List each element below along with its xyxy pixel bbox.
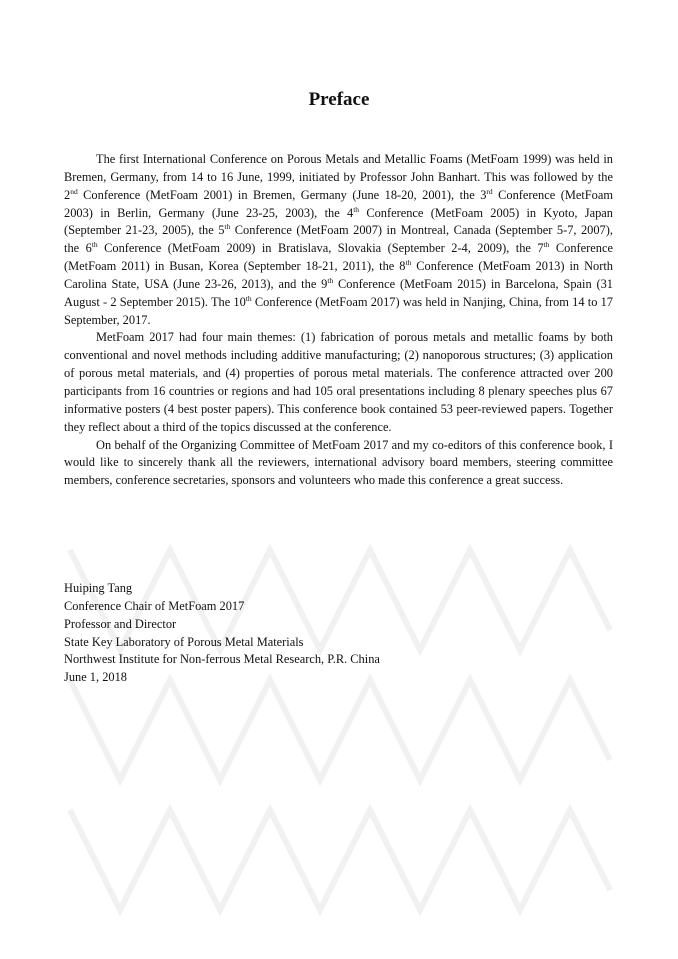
signature-date: June 1, 2018 bbox=[64, 670, 127, 685]
preface-body bbox=[64, 151, 613, 490]
signature-role-professor: Professor and Director bbox=[64, 616, 177, 631]
paragraph-history: The first International Conference on Porous Metals and Metallic Foams (MetFoam 1999) was held in Bremen, Germany, from 14 to 16 June, 1999, initiated by Professor John Banhart. This was followed by the 2nd Conference (MetFoam 2001) in Bremen, Germany (June 18-20, 2001), the 3rd Conference (MetFoam 2003) in Berlin, Germany (June 23-25, 2003), the 4th Conference (MetFoam 2005) in Kyoto, Japan (September 21-23, 2005), the 5th Conference (MetFoam 2007) in Montreal, Canada (September 5-7, 2007), the 6th Conference (MetFoam 2009) in Bratislava, Slovakia (September 2-4, 2009), the 7th Conference (MetFoam 2011) in Busan, Korea (September 18-21, 2011), the 8th Conference (MetFoam 2013) in North Carolina State, USA (June 23-26, 2013), and the 9th Conference (MetFoam 2015) in Barcelona, Spain (31 August - 2 September 2015). The 10th Conference (MetFoam 2017) was held in Nanjing, China, from 14 to 17 September, 2017. bbox=[64, 152, 613, 327]
signature-name: Huiping Tang bbox=[64, 581, 133, 595]
paragraph-acknowledgements: On behalf of the Organizing Committee of MetFoam 2017 and my co-editors of this conference book, I would like to sincerely thank all the reviewers, international advisory board members, steering committee members, conference secretaries, sponsors and volunteers who made this conference a great success. bbox=[64, 437, 613, 488]
signature-role-chair: Conference Chair of MetFoam 2017 bbox=[64, 598, 245, 613]
paragraph-themes: MetFoam 2017 had four main themes: (1) fabrication of porous metals and metallic foams by both conventional and novel methods including additive manufacturing; (2) nanoporous structures; (3) application of porous metal materials, and (4) properties of porous metal materials. The conference attracted over 200 participants from 16 countries or regions and had 105 oral presentations including 8 plenary speeches plus 67 informative posters (4 best poster papers). This conference book contained 53 peer-reviewed papers. Together they reflect about a third of the topics discussed at the conference. bbox=[64, 330, 613, 434]
signature-affiliation-lab: State Key Laboratory of Porous Metal Materials bbox=[64, 634, 304, 649]
signature-block bbox=[64, 580, 613, 687]
page-title: Preface bbox=[308, 89, 370, 110]
signature-affiliation-institute: Northwest Institute for Non-ferrous Metal Research, P.R. China bbox=[64, 652, 380, 667]
